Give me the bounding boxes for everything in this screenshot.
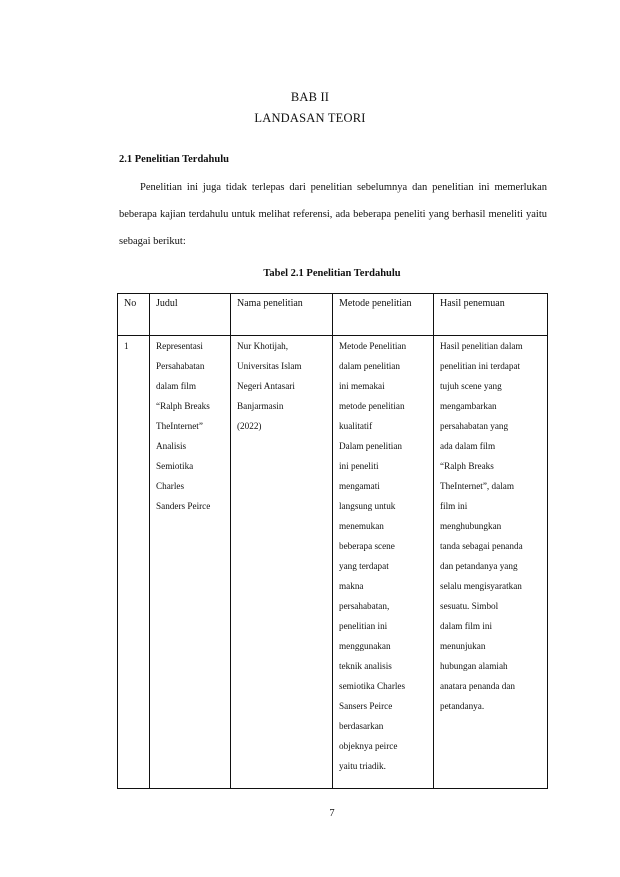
cell-line: selalu mengisyaratkan — [440, 581, 522, 591]
cell-line: Dalam penelitian — [339, 441, 403, 451]
cell-line: makna — [339, 581, 364, 591]
cell-line: dalam film — [156, 381, 197, 391]
cell-line: Charles — [156, 481, 185, 491]
cell-line: hubungan alamiah — [440, 661, 508, 671]
cell-line: tujuh scene yang — [440, 381, 502, 391]
header-metode-penelitian: Metode penelitian — [333, 294, 434, 336]
cell-line: TheInternet”, dalam — [440, 481, 514, 491]
cell-line: objeknya peirce — [339, 741, 398, 751]
cell-line: persahabatan, — [339, 601, 390, 611]
cell-no: 1 — [118, 336, 150, 789]
cell-line: menghubungkan — [440, 521, 502, 531]
cell-line: dan petandanya yang — [440, 561, 518, 571]
header-hasil-penemuan: Hasil penemuan — [434, 294, 548, 336]
header-judul: Judul — [150, 294, 231, 336]
cell-line: ini peneliti — [339, 461, 379, 471]
cell-line: film ini — [440, 501, 468, 511]
table-caption: Tabel 2.1 Penelitian Terdahulu — [263, 268, 401, 279]
cell-line: berdasarkan — [339, 721, 384, 731]
cell-line: yang terdapat — [339, 561, 389, 571]
cell-line: menemukan — [339, 521, 384, 531]
cell-line: Analisis — [156, 441, 187, 451]
cell-metode-penelitian — [333, 336, 434, 789]
cell-line: semiotika Charles — [339, 681, 406, 691]
cell-line: Negeri Antasari — [237, 381, 295, 391]
cell-line: ada dalam film — [440, 441, 496, 451]
table-header-row — [118, 294, 548, 336]
cell-line: langsung untuk — [339, 501, 396, 511]
cell-line: tanda sebagai penanda — [440, 541, 523, 551]
cell-line: kualitatif — [339, 421, 373, 431]
cell-line: beberapa scene — [339, 541, 395, 551]
prior-research-table — [117, 293, 548, 789]
cell-hasil-penemuan — [434, 336, 548, 789]
cell-judul — [150, 336, 231, 789]
cell-line: penelitian ini — [339, 621, 388, 631]
cell-line: “Ralph Breaks — [440, 461, 494, 471]
cell-line: petandanya. — [440, 701, 485, 711]
cell-line: Banjarmasin — [237, 401, 284, 411]
intro-paragraph: Penelitian ini juga tidak terlepas dari penelitian sebelumnya dan penelitian ini memerlukan beberapa kajian terdahulu untuk melihat referensi, ada beberapa peneliti yang berhasil meneliti yaitu sebagai berikut: — [119, 182, 547, 247]
cell-line: persahabatan yang — [440, 421, 509, 431]
cell-line: Nur Khotijah, — [237, 341, 289, 351]
cell-line: Sansers Peirce — [339, 701, 393, 711]
cell-line: mengambarkan — [440, 401, 497, 411]
cell-line: Metode Penelitian — [339, 341, 407, 351]
cell-line: sesuatu. Simbol — [440, 601, 499, 611]
cell-line: TheInternet” — [156, 421, 203, 431]
cell-line: Persahabatan — [156, 361, 205, 371]
cell-line: Hasil penelitian dalam — [440, 341, 523, 351]
section-heading: 2.1 Penelitian Terdahulu — [119, 154, 229, 165]
cell-line: anatara penanda dan — [440, 681, 515, 691]
chapter-title: LANDASAN TEORI — [254, 111, 366, 125]
cell-line: Representasi — [156, 341, 203, 351]
header-no: No — [118, 294, 150, 336]
cell-line: ini memakai — [339, 381, 385, 391]
cell-line: “Ralph Breaks — [156, 401, 210, 411]
table-row — [118, 336, 548, 789]
cell-nama-penelitian — [231, 336, 333, 789]
cell-line: teknik analisis — [339, 661, 392, 671]
cell-line: penelitian ini terdapat — [440, 361, 521, 371]
cell-line: menunjukan — [440, 641, 486, 651]
cell-line: Universitas Islam — [237, 361, 302, 371]
cell-line: dalam penelitian — [339, 361, 400, 371]
page-number: 7 — [329, 808, 335, 819]
cell-line: dalam film ini — [440, 621, 493, 631]
cell-line: metode penelitian — [339, 401, 405, 411]
cell-line: (2022) — [237, 421, 262, 431]
chapter-label: BAB II — [290, 90, 330, 104]
header-nama-penelitian: Nama penelitian — [231, 294, 333, 336]
cell-line: yaitu triadik. — [339, 761, 386, 771]
cell-line: mengamati — [339, 481, 380, 491]
cell-line: Semiotika — [156, 461, 194, 471]
cell-line: Sanders Peirce — [156, 501, 211, 511]
cell-line: menggunakan — [339, 641, 391, 651]
